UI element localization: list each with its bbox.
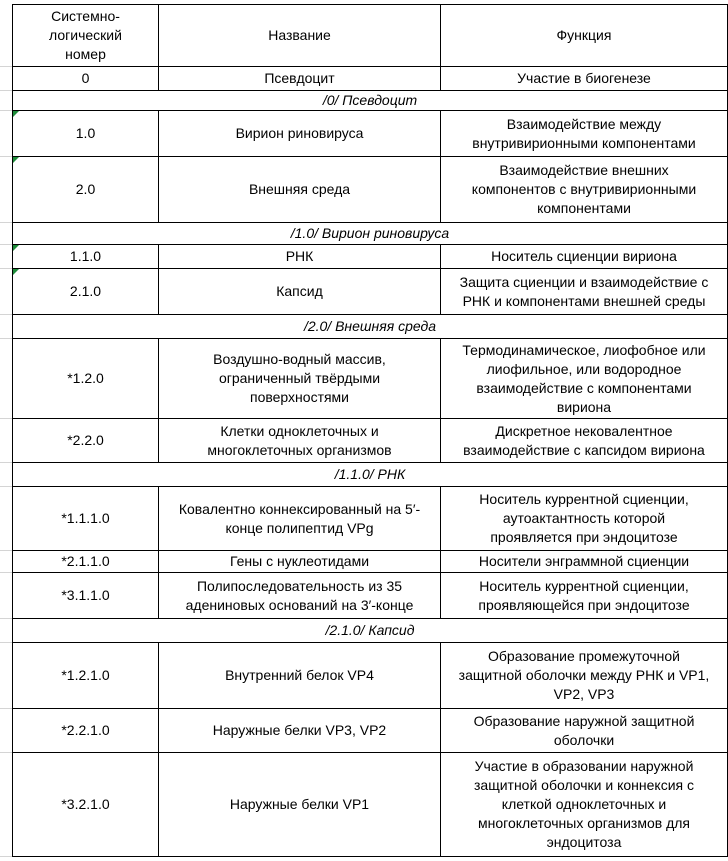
cell-function[interactable] xyxy=(441,643,728,709)
cell-number-text: *2.2.0 xyxy=(67,432,104,448)
table-row xyxy=(13,573,728,619)
cell-number-text: *2.2.1.0 xyxy=(61,722,110,738)
cell-name-text: Псевдоцит xyxy=(264,70,335,86)
cell-number-text: *3.2.1.0 xyxy=(61,796,110,812)
cell-number-text: 1.1.0 xyxy=(69,248,102,264)
gutter-cell xyxy=(0,486,12,551)
cell-name[interactable] xyxy=(159,551,441,573)
cell-number[interactable] xyxy=(13,487,159,551)
gutter-cell xyxy=(0,752,12,857)
cell-function-text: Защита сциенции и взаимодействие с РНК и компонентами внешней среды xyxy=(459,273,709,309)
cell-function-text: Взаимодействие между внутривирионными компонентами xyxy=(472,115,696,151)
table-row xyxy=(13,339,728,419)
row-gutter xyxy=(0,0,12,861)
cell-comment-marker xyxy=(13,157,19,163)
gutter-cell xyxy=(0,618,12,643)
cell-number[interactable] xyxy=(13,753,159,857)
cell-number-text: 0 xyxy=(81,70,90,86)
cell-number-text: *2.1.1.0 xyxy=(61,553,110,569)
cell-function[interactable] xyxy=(441,753,728,857)
table-row xyxy=(13,269,728,315)
table-row xyxy=(13,245,728,269)
cell-name-text: Гены с нуклеотидами xyxy=(229,553,370,569)
cell-number[interactable] xyxy=(13,157,159,223)
gutter-cell xyxy=(0,314,12,339)
cell-number-text: 2.0 xyxy=(75,181,96,197)
gutter-cell xyxy=(0,110,12,157)
header-number[interactable]: Системно- логический номер xyxy=(13,5,159,67)
cell-function[interactable] xyxy=(441,269,728,315)
cell-number-text: *1.2.0 xyxy=(67,370,104,386)
section-row xyxy=(13,315,728,339)
cell-function-text: Образование промежуточной защитной оболочки между РНК и VP1, VP2, VP3 xyxy=(458,648,710,702)
cell-name-text: Полипоследовательность из 35 адениновых оснований на 3′-конце xyxy=(185,577,414,613)
cell-function[interactable] xyxy=(441,487,728,551)
cell-number[interactable] xyxy=(13,551,159,573)
section-title[interactable]: /1.1.0/ РНК xyxy=(13,463,728,487)
cell-function-text: Носители энграммной сциенции xyxy=(478,553,690,569)
cell-name-text: РНК xyxy=(285,248,314,264)
cell-function[interactable] xyxy=(441,157,728,223)
cell-name-text: Внутренний белок VP4 xyxy=(225,667,374,683)
section-row xyxy=(13,223,728,245)
gutter-cell xyxy=(0,156,12,223)
table-row xyxy=(13,643,728,709)
cell-function[interactable] xyxy=(441,551,728,573)
cell-function[interactable] xyxy=(441,573,728,619)
cell-number[interactable] xyxy=(13,269,159,315)
cell-comment-marker xyxy=(13,269,19,275)
cell-name[interactable] xyxy=(159,111,441,157)
table-row xyxy=(13,111,728,157)
header-function[interactable]: Функция xyxy=(441,5,728,67)
cell-function-text: Участие в образовании наружной защитной оболочки и коннексия с клеткой одноклеточных и многоклеточных организмов для эндоцитоза xyxy=(473,758,694,850)
section-title[interactable]: /0/ Псевдоцит xyxy=(13,91,728,111)
table-row xyxy=(13,157,728,223)
cell-number[interactable] xyxy=(13,709,159,753)
cell-function-text: Дискретное нековалентное взаимодействие с капсидом вириона xyxy=(463,422,705,458)
cell-function[interactable] xyxy=(441,339,728,419)
gutter-cell xyxy=(0,462,12,487)
table-row xyxy=(13,487,728,551)
cell-name-text: Клетки одноклеточных и многоклеточных организмов xyxy=(207,422,392,458)
cell-number-text: 1.0 xyxy=(75,125,96,141)
gutter-cell xyxy=(0,418,12,463)
cell-number[interactable] xyxy=(13,419,159,463)
gutter-cell xyxy=(0,708,12,753)
header-row xyxy=(13,5,728,67)
section-row xyxy=(13,91,728,111)
gutter-cell xyxy=(0,222,12,245)
header-name[interactable]: Название xyxy=(159,5,441,67)
section-title[interactable]: /1.0/ Вирион риновируса xyxy=(13,223,728,245)
table-row xyxy=(13,67,728,91)
cell-name[interactable] xyxy=(159,157,441,223)
cell-name[interactable] xyxy=(159,573,441,619)
cell-function-text: Образование наружной защитной оболочки xyxy=(473,712,695,748)
cell-number[interactable] xyxy=(13,339,159,419)
gutter-cell xyxy=(0,338,12,419)
cell-number-text: *1.2.1.0 xyxy=(61,667,110,683)
gutter-cell xyxy=(0,642,12,709)
cell-name[interactable] xyxy=(159,269,441,315)
cell-function[interactable] xyxy=(441,709,728,753)
section-title[interactable]: /2.1.0/ Капсид xyxy=(13,619,728,643)
table-row xyxy=(13,551,728,573)
cell-function-text: Участие в биогенезе xyxy=(517,70,651,86)
cell-name-text: Вирион риновируса xyxy=(235,125,364,141)
cell-name-text: Наружные белки VP1 xyxy=(229,796,370,812)
cell-function[interactable] xyxy=(441,419,728,463)
cell-name-text: Наружные белки VP3, VP2 xyxy=(212,722,387,738)
cell-function[interactable] xyxy=(441,111,728,157)
cell-number[interactable] xyxy=(13,573,159,619)
cell-function-text: Носитель куррентной сциенции, аутоактантность которой проявляется при эндоцитозе xyxy=(479,491,689,545)
gutter-cell xyxy=(0,550,12,573)
cell-name[interactable] xyxy=(159,709,441,753)
cell-number-text: 2.1.0 xyxy=(69,283,102,299)
gutter-cell xyxy=(0,4,12,67)
cell-number[interactable] xyxy=(13,111,159,157)
cell-name-text: Капсид xyxy=(276,283,323,299)
cell-name[interactable] xyxy=(159,753,441,857)
gutter-cell xyxy=(0,572,12,619)
cell-comment-marker xyxy=(13,111,19,117)
cell-name-text: Внешняя среда xyxy=(248,181,351,197)
cell-name[interactable] xyxy=(159,245,441,269)
cell-number[interactable] xyxy=(13,643,159,709)
cell-comment-marker xyxy=(13,245,19,251)
table-row xyxy=(13,709,728,753)
section-title[interactable]: /2.0/ Внешняя среда xyxy=(13,315,728,339)
cell-name[interactable] xyxy=(159,339,441,419)
cell-number-text: *3.1.1.0 xyxy=(61,587,110,603)
table-row xyxy=(13,419,728,463)
cell-function-text: Термодинамическое, лиофобное или лиофильное, или водородное взаимодействие с компонентами вириона xyxy=(462,341,706,415)
cell-function-text: Носитель куррентной сциенции, проявляющейся при эндоцитозе xyxy=(478,577,690,613)
gutter-cell xyxy=(0,66,12,91)
cell-name-text: Ковалентно коннексированный на 5′- конце полипептид VPg xyxy=(178,500,421,536)
cell-function-text: Носитель сциенции вириона xyxy=(491,248,677,264)
cell-name[interactable] xyxy=(159,67,441,91)
gutter-cell xyxy=(0,268,12,315)
section-row xyxy=(13,619,728,643)
cell-number-text: *1.1.1.0 xyxy=(61,510,110,526)
cell-number[interactable] xyxy=(13,245,159,269)
cell-name-text: Воздушно-водный массив, ограниченный твёрдыми поверхностями xyxy=(213,351,386,405)
cell-function-text: Взаимодействие внешних компонентов с внутривирионными компонентами xyxy=(471,162,697,216)
cell-function[interactable] xyxy=(441,67,728,91)
cell-name[interactable] xyxy=(159,419,441,463)
cell-number[interactable] xyxy=(13,67,159,91)
cell-name[interactable] xyxy=(159,643,441,709)
classification-table xyxy=(12,4,728,857)
cell-name[interactable] xyxy=(159,487,441,551)
cell-function[interactable] xyxy=(441,245,728,269)
gutter-cell xyxy=(0,90,12,111)
gutter-cell xyxy=(0,244,12,269)
section-row xyxy=(13,463,728,487)
table-row xyxy=(13,753,728,857)
